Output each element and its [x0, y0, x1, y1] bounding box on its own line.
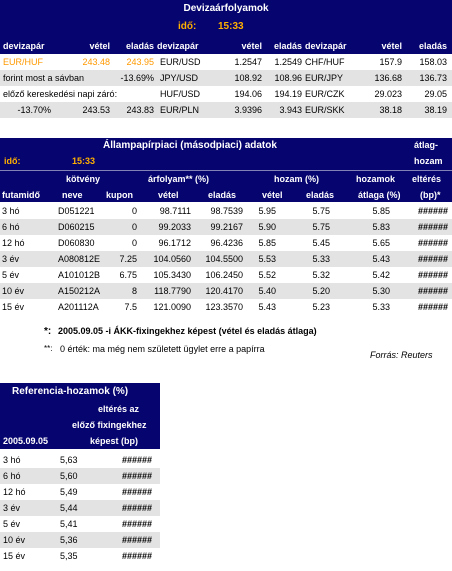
bonds-futamido-label: futamidő — [2, 190, 40, 200]
bonds-hozamok-label: hozamok — [356, 174, 396, 184]
bond-yield-buy: 5.52 — [258, 270, 276, 280]
fx-sell: 1.2549 — [274, 57, 302, 67]
ref-header-line2: előző fixingekhez — [72, 420, 147, 430]
bonds-eladas-label: eladás — [208, 190, 237, 200]
ref-yield: 5,36 — [60, 535, 78, 545]
bond-deviation: ###### — [417, 254, 448, 264]
fx-title: Devizaárfolyamok — [183, 3, 269, 14]
bond-yield-sell: 5.23 — [312, 302, 330, 312]
fx-buy: 243.48 — [82, 57, 110, 67]
ref-yield: 5,44 — [60, 503, 78, 513]
bond-price-buy: 118.7790 — [154, 286, 191, 296]
fx-header — [0, 0, 452, 38]
fx-pair: EUR/PLN — [160, 105, 200, 115]
bond-yield-avg: 5.83 — [372, 222, 390, 232]
fx-sell: 108.96 — [274, 73, 302, 83]
ref-row — [0, 532, 160, 548]
fx-sell: 136.73 — [419, 73, 447, 83]
fx-pair: EUR/SKK — [305, 105, 345, 115]
bond-name: A101012B — [58, 270, 101, 280]
bond-price-sell: 123.3570 — [205, 302, 243, 312]
ref-row — [0, 468, 160, 484]
fx-col-pair-1: devizapár — [3, 41, 45, 51]
bond-tenor: 15 év — [2, 302, 25, 312]
bonds-header-divider — [0, 170, 452, 171]
bond-yield-sell: 5.32 — [312, 270, 330, 280]
ref-title: Referencia-hozamok (%) — [12, 386, 129, 397]
fx-row — [0, 102, 452, 118]
bond-row — [0, 267, 452, 283]
fx-col-buy-2: vétel — [241, 41, 262, 51]
bond-yield-sell: 5.45 — [312, 238, 330, 248]
bond-price-buy: 104.0560 — [153, 254, 191, 264]
fx-sell: 3.943 — [279, 105, 302, 115]
fx-pair: EUR/JPY — [305, 73, 344, 83]
bond-tenor: 12 hó — [2, 238, 25, 248]
bonds-atlag-label: átlag- — [414, 140, 439, 150]
bond-tenor: 10 év — [2, 286, 25, 296]
fx-sell: 29.05 — [424, 89, 447, 99]
bond-yield-sell: 5.75 — [312, 222, 330, 232]
fx-buy: 1.2547 — [234, 57, 262, 67]
bond-yield-buy: 5.43 — [258, 302, 276, 312]
footnote-1-mark: *: — [44, 326, 52, 337]
fx-pair: EUR/HUF — [3, 57, 43, 67]
ref-row — [0, 452, 160, 468]
fx-buy: 157.9 — [379, 57, 402, 67]
fx-pair: HUF/USD — [160, 89, 200, 99]
fx-buy: 29.023 — [374, 89, 402, 99]
ref-row — [0, 516, 160, 532]
fx-sell: 38.19 — [424, 105, 447, 115]
bond-yield-avg: 5.65 — [372, 238, 390, 248]
ref-header-line3: képest (bp) — [90, 436, 139, 446]
bond-deviation: ###### — [417, 270, 448, 280]
bond-coupon: 0 — [131, 238, 137, 248]
fx-time-label: idő: — [178, 21, 197, 32]
bond-yield-avg: 5.30 — [372, 286, 390, 296]
fx-col-sell-1: eladás — [125, 41, 154, 51]
bond-name: A150212A — [58, 286, 101, 296]
bonds-eladas2-label: eladás — [306, 190, 335, 200]
fx-prev-close-label: előző kereskedési napi záró: — [3, 89, 118, 99]
bond-row — [0, 299, 452, 315]
footnote-2: 0 érték: ma még nem született ügylet erre a papírra — [60, 344, 265, 354]
fx-col-buy-3: vétel — [381, 41, 402, 51]
bond-yield-buy: 5.85 — [258, 238, 276, 248]
fx-pair: EUR/USD — [160, 57, 201, 67]
ref-row — [0, 484, 160, 500]
bond-price-sell: 98.7539 — [210, 206, 243, 216]
ref-yield: 5,41 — [60, 519, 78, 529]
bond-tenor: 3 év — [2, 254, 20, 264]
fx-sell: 194.19 — [274, 89, 302, 99]
bond-row — [0, 219, 452, 235]
bond-price-buy: 99.2033 — [158, 222, 191, 232]
bonds-hozam-label: hozam — [414, 156, 443, 166]
bonds-title: Állampapírpiaci (másodpiaci) adatok — [103, 140, 277, 151]
bond-yield-avg: 5.43 — [372, 254, 390, 264]
bonds-time-label: idő: — [4, 156, 21, 166]
fx-pair: CHF/HUF — [305, 57, 345, 67]
bonds-vetel2-label: vétel — [262, 190, 283, 200]
bond-yield-sell: 5.75 — [312, 206, 330, 216]
ref-tenor: 10 év — [3, 535, 26, 545]
bonds-bp-label: (bp)* — [420, 190, 441, 200]
bond-price-buy: 105.3430 — [153, 270, 191, 280]
fx-col-pair-3: devizapár — [305, 41, 347, 51]
bonds-kupon-label: kupon — [106, 190, 133, 200]
bond-yield-buy: 5.53 — [258, 254, 276, 264]
ref-yield: 5,35 — [60, 551, 78, 561]
bond-row — [0, 251, 452, 267]
ref-tenor: 3 hó — [3, 455, 21, 465]
bond-deviation: ###### — [417, 238, 448, 248]
fx-buy: 3.9396 — [234, 105, 262, 115]
ref-tenor: 6 hó — [3, 471, 21, 481]
ref-header — [0, 383, 160, 449]
ref-deviation: ###### — [121, 535, 152, 545]
bonds-elteres-label: eltérés — [412, 174, 442, 184]
bond-coupon: 0 — [131, 206, 137, 216]
fx-prev-buy: 243.53 — [82, 105, 110, 115]
bonds-neve-label: neve — [62, 190, 83, 200]
bond-deviation: ###### — [417, 302, 448, 312]
fx-prev-sell: 243.83 — [126, 105, 154, 115]
ref-tenor: 12 hó — [3, 487, 26, 497]
bond-coupon: 0 — [131, 222, 137, 232]
bond-name: A080812E — [58, 254, 101, 264]
ref-tenor: 15 év — [3, 551, 26, 561]
fx-time-value: 15:33 — [218, 21, 244, 32]
ref-deviation: ###### — [121, 487, 152, 497]
ref-header-line1: eltérés az — [98, 404, 140, 414]
bond-row — [0, 203, 452, 219]
fx-row — [0, 70, 452, 86]
bond-row — [0, 283, 452, 299]
ref-date: 2005.09.05 — [3, 436, 49, 446]
ref-yield: 5,60 — [60, 471, 78, 481]
footnote-1: 2005.09.05 -i ÁKK-fixingekhez képest (vétel és eladás átlaga) — [58, 326, 317, 336]
fx-column-headers — [0, 38, 452, 54]
bond-row — [0, 235, 452, 251]
bond-name: D051221 — [58, 206, 95, 216]
bonds-hozam-pct-label: hozam (%) — [274, 174, 319, 184]
fx-prev-band-value: -13.70% — [17, 105, 51, 115]
fx-col-sell-3: eladás — [418, 41, 447, 51]
bond-price-buy: 96.1712 — [158, 238, 191, 248]
bond-deviation: ###### — [417, 206, 448, 216]
fx-col-pair-2: devizapár — [157, 41, 199, 51]
bond-coupon: 7.5 — [124, 302, 137, 312]
bonds-kotveny-label: kötvény — [66, 174, 101, 184]
bond-yield-avg: 5.85 — [372, 206, 390, 216]
fx-pair: JPY/USD — [160, 73, 199, 83]
bond-tenor: 6 hó — [2, 222, 20, 232]
bond-price-sell: 96.4236 — [210, 238, 243, 248]
bonds-atlaga-label: átlaga (%) — [358, 190, 401, 200]
ref-yield: 5,63 — [60, 455, 78, 465]
ref-deviation: ###### — [121, 519, 152, 529]
bond-coupon: 7.25 — [119, 254, 137, 264]
bond-name: A201112A — [58, 302, 99, 312]
fx-sell: 158.03 — [419, 57, 447, 67]
footnote-2-mark: **: — [44, 344, 53, 353]
bond-yield-buy: 5.90 — [258, 222, 276, 232]
bond-deviation: ###### — [417, 286, 448, 296]
bond-price-sell: 99.2167 — [210, 222, 243, 232]
bond-coupon: 6.75 — [119, 270, 137, 280]
bonds-time-value: 15:33 — [72, 156, 96, 166]
bond-coupon: 8 — [131, 286, 137, 296]
bonds-vetel-label: vétel — [158, 190, 179, 200]
fx-pair: EUR/CZK — [305, 89, 345, 99]
fx-col-buy-1: vétel — [89, 41, 110, 51]
fx-sell: 243.95 — [126, 57, 154, 67]
bond-tenor: 5 év — [2, 270, 20, 280]
bond-price-buy: 98.7111 — [159, 206, 191, 216]
ref-deviation: ###### — [121, 471, 152, 481]
ref-deviation: ###### — [121, 503, 152, 513]
fx-row — [0, 54, 452, 70]
fx-col-sell-2: eladás — [273, 41, 302, 51]
bond-price-sell: 104.5500 — [205, 254, 243, 264]
ref-tenor: 3 év — [3, 503, 21, 513]
bond-yield-sell: 5.20 — [312, 286, 330, 296]
bond-price-sell: 120.4170 — [205, 286, 243, 296]
ref-deviation: ###### — [121, 551, 152, 561]
bond-yield-sell: 5.33 — [312, 254, 330, 264]
bond-name: D060830 — [58, 238, 95, 248]
fx-band-label: forint most a sávban — [3, 73, 85, 83]
bond-price-sell: 106.2450 — [205, 270, 243, 280]
fx-row — [0, 86, 452, 102]
bond-yield-buy: 5.40 — [258, 286, 276, 296]
fx-band-value: -13.69% — [120, 73, 154, 83]
ref-deviation: ###### — [121, 455, 152, 465]
ref-row — [0, 548, 160, 564]
bond-yield-buy: 5.95 — [258, 206, 276, 216]
fx-buy: 194.06 — [234, 89, 262, 99]
fx-buy: 108.92 — [234, 73, 262, 83]
source-note: Forrás: Reuters — [370, 350, 433, 360]
bond-yield-avg: 5.42 — [372, 270, 390, 280]
ref-tenor: 5 év — [3, 519, 21, 529]
fx-buy: 136.68 — [374, 73, 402, 83]
ref-row — [0, 500, 160, 516]
bond-price-buy: 121.0090 — [153, 302, 191, 312]
bonds-arfolyam-label: árfolyam** (%) — [148, 174, 210, 184]
bond-yield-avg: 5.33 — [372, 302, 390, 312]
bond-deviation: ###### — [417, 222, 448, 232]
fx-buy: 38.18 — [379, 105, 402, 115]
bond-name: D060215 — [58, 222, 95, 232]
ref-yield: 5,49 — [60, 487, 78, 497]
bond-tenor: 3 hó — [2, 206, 20, 216]
